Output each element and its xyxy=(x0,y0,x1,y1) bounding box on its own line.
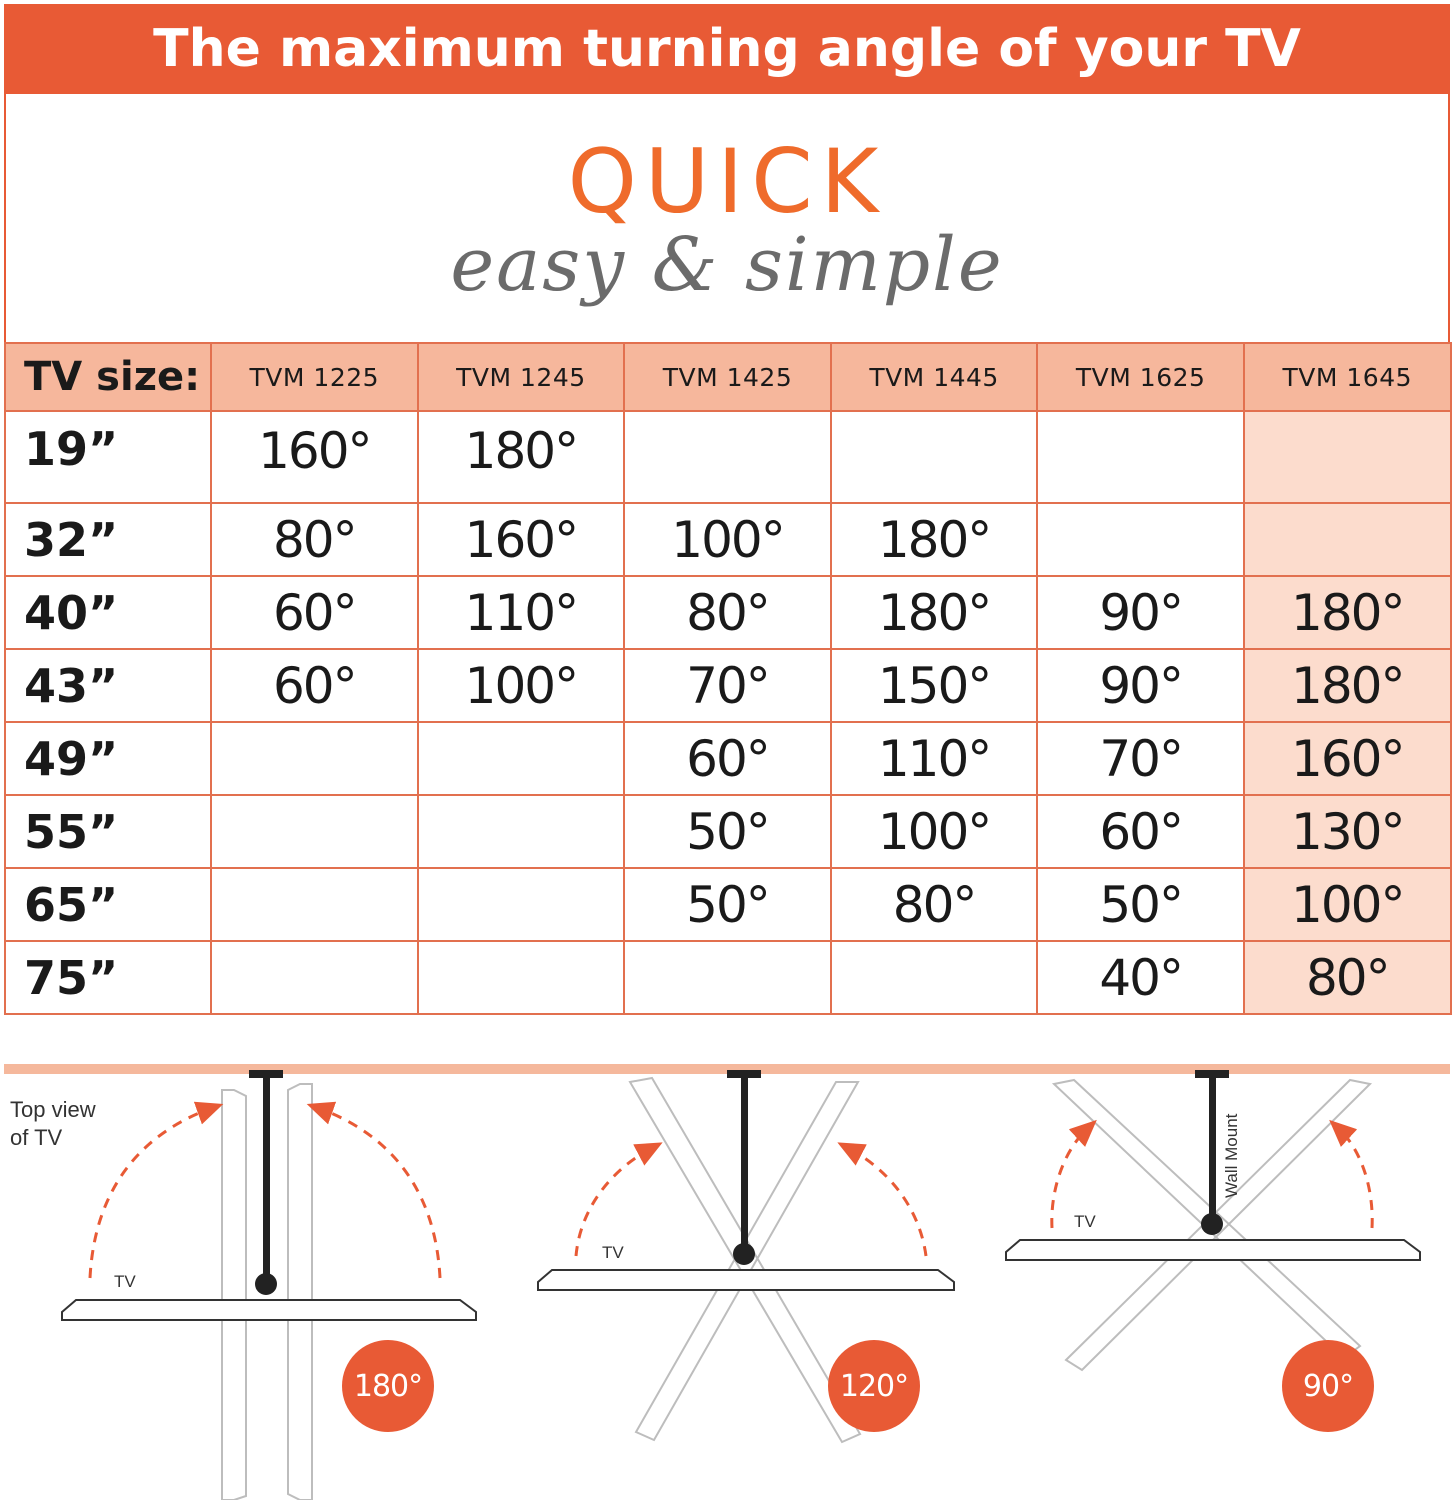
table-row xyxy=(5,941,1451,1014)
angle-cell: 110° xyxy=(418,576,625,649)
angle-cell: 80° xyxy=(624,576,831,649)
angle-cell: 50° xyxy=(624,868,831,941)
angle-badge-180: 180° xyxy=(342,1340,434,1432)
angle-cell: 160° xyxy=(418,503,625,576)
angle-cell xyxy=(418,941,625,1014)
table-header-row xyxy=(5,343,1451,411)
table-row xyxy=(5,795,1451,868)
table-row xyxy=(5,722,1451,795)
angle-cell: 60° xyxy=(211,649,418,722)
angle-cell xyxy=(1037,503,1244,576)
angle-cell: 180° xyxy=(418,411,625,503)
angle-cell xyxy=(831,941,1038,1014)
angle-cell: 180° xyxy=(1244,576,1451,649)
angle-cell: 70° xyxy=(1037,722,1244,795)
angle-badge-90: 90° xyxy=(1282,1340,1374,1432)
angle-cell xyxy=(1244,411,1451,503)
table-row xyxy=(5,649,1451,722)
angle-cell xyxy=(211,941,418,1014)
turning-angle-table xyxy=(4,342,1452,1015)
angle-cell xyxy=(418,868,625,941)
tv-size-cell: 75” xyxy=(5,941,211,1014)
angle-cell: 180° xyxy=(831,576,1038,649)
angle-cell xyxy=(211,795,418,868)
wall-mount-label: Wall Mount xyxy=(1222,1113,1241,1198)
angle-cell: 100° xyxy=(418,649,625,722)
angle-cell xyxy=(624,411,831,503)
angle-cell: 80° xyxy=(211,503,418,576)
tv-size-cell: 19” xyxy=(5,411,211,503)
tv-label: TV xyxy=(114,1272,136,1291)
angle-cell: 90° xyxy=(1037,649,1244,722)
angle-cell: 100° xyxy=(624,503,831,576)
angle-cell: 80° xyxy=(831,868,1038,941)
table-row xyxy=(5,411,1451,503)
model-header: TVM 1625 xyxy=(1037,343,1244,411)
angle-cell: 50° xyxy=(624,795,831,868)
logo-tagline: easy & simple xyxy=(450,222,1004,308)
tv-size-cell: 55” xyxy=(5,795,211,868)
angle-cell: 80° xyxy=(1244,941,1451,1014)
logo-word: QUICK xyxy=(567,130,887,233)
banner-title: The maximum turning angle of your TV xyxy=(153,19,1301,79)
angle-cell: 40° xyxy=(1037,941,1244,1014)
tv-label: TV xyxy=(1074,1212,1096,1231)
table-row xyxy=(5,503,1451,576)
angle-cell: 50° xyxy=(1037,868,1244,941)
angle-cell: 100° xyxy=(1244,868,1451,941)
angle-cell: 70° xyxy=(624,649,831,722)
model-header: TVM 1245 xyxy=(418,343,625,411)
tv-size-cell: 32” xyxy=(5,503,211,576)
logo-box xyxy=(4,94,1450,342)
angle-cell xyxy=(624,941,831,1014)
angle-cell: 180° xyxy=(1244,649,1451,722)
angle-cell: 60° xyxy=(1037,795,1244,868)
title-banner xyxy=(4,4,1450,94)
angle-cell xyxy=(418,795,625,868)
angle-cell: 160° xyxy=(1244,722,1451,795)
tv-label: TV xyxy=(602,1243,624,1262)
angle-cell: 130° xyxy=(1244,795,1451,868)
model-header: TVM 1445 xyxy=(831,343,1038,411)
model-header: TVM 1425 xyxy=(624,343,831,411)
angle-cell: 180° xyxy=(831,503,1038,576)
angle-cell xyxy=(211,722,418,795)
angle-cell: 90° xyxy=(1037,576,1244,649)
tv-size-cell: 40” xyxy=(5,576,211,649)
angle-cell: 60° xyxy=(211,576,418,649)
angle-cell xyxy=(211,868,418,941)
angle-cell: 160° xyxy=(211,411,418,503)
diagram-90 xyxy=(1006,1070,1420,1370)
model-header: TVM 1225 xyxy=(211,343,418,411)
model-header: TVM 1645 xyxy=(1244,343,1451,411)
angle-cell: 100° xyxy=(831,795,1038,868)
table-row xyxy=(5,576,1451,649)
angle-cell xyxy=(418,722,625,795)
angle-cell: 60° xyxy=(624,722,831,795)
angle-badge-120: 120° xyxy=(828,1340,920,1432)
tv-size-cell: 65” xyxy=(5,868,211,941)
tv-size-cell: 43” xyxy=(5,649,211,722)
angle-cell xyxy=(1037,411,1244,503)
angle-cell: 110° xyxy=(831,722,1038,795)
angle-cell xyxy=(1244,503,1451,576)
angle-cell: 150° xyxy=(831,649,1038,722)
tv-size-cell: 49” xyxy=(5,722,211,795)
angle-cell xyxy=(831,411,1038,503)
tv-size-header: TV size: xyxy=(5,343,211,411)
table-row xyxy=(5,868,1451,941)
top-view-label: Top view of TV xyxy=(10,1097,96,1150)
